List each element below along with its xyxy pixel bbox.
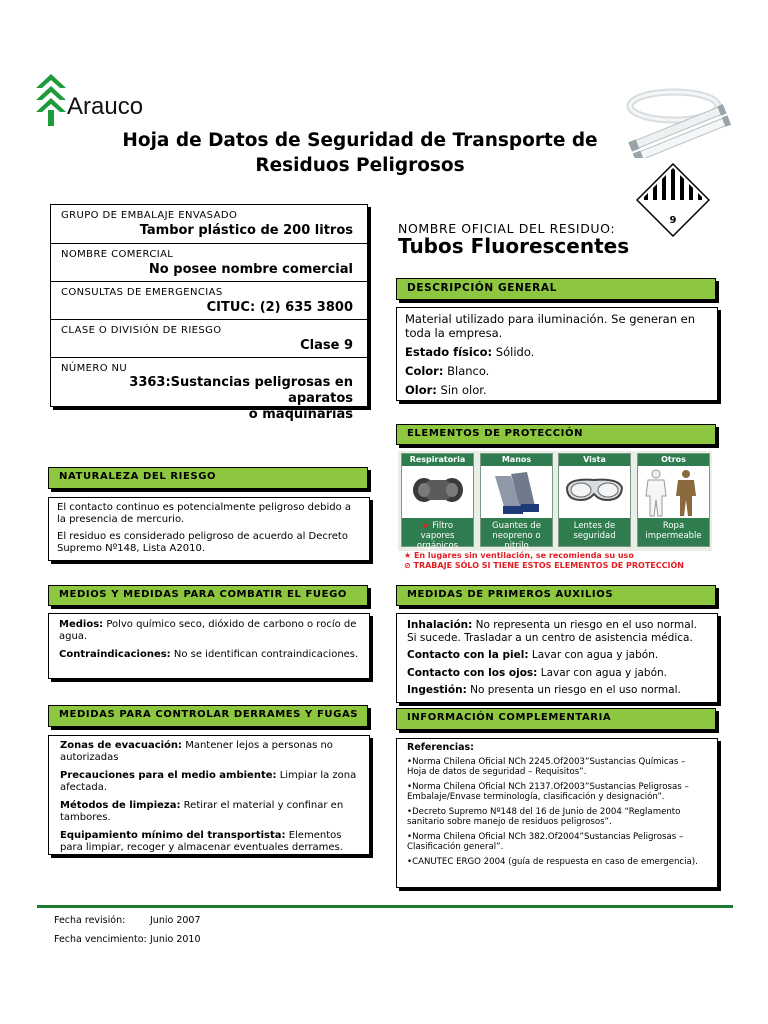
met-value: Retirar el material y confinar en tambores. bbox=[60, 800, 344, 823]
warning-circle-icon: ⊘ bbox=[404, 561, 414, 570]
fluorescent-tubes-image bbox=[622, 80, 734, 158]
ojos-label: Contacto con los ojos: bbox=[407, 666, 538, 679]
reference-item: •Decreto Supremo Nº148 del 16 de Junio de 2004 “Reglamento sanitario sobre manejo de residuos peligrosos”. bbox=[407, 806, 681, 827]
naturaleza-p1: El contacto continuo es potencialmente peligroso debido a la presencia de mercurio. bbox=[57, 502, 352, 525]
ppe-caption-line-3: nitrilo bbox=[504, 541, 529, 551]
transport-info-box bbox=[50, 204, 368, 422]
piel-label: Contacto con la piel: bbox=[407, 649, 529, 661]
ppe-title: Manos bbox=[481, 454, 552, 466]
tree-logo-icon bbox=[34, 72, 68, 128]
ppe-caption bbox=[559, 518, 630, 546]
complementaria-header: INFORMACIÓN COMPLEMENTARIA bbox=[396, 708, 716, 730]
field-label: NÚMERO NU bbox=[61, 363, 128, 374]
field-label: CONSULTAS DE EMERGENCIAS bbox=[61, 287, 223, 298]
field-value: CITUC: (2) 635 3800 bbox=[206, 300, 353, 315]
safety-goggles-icon bbox=[559, 466, 630, 518]
descripcion-header: DESCRIPCIÓN GENERAL bbox=[396, 278, 716, 300]
ing-label: Ingestión: bbox=[407, 684, 467, 696]
ppe-card-respiratoria bbox=[401, 453, 474, 551]
inhalacion bbox=[407, 619, 707, 644]
ingestion bbox=[407, 684, 707, 697]
residue-label: NOMBRE OFICIAL DEL RESIDUO: bbox=[398, 221, 616, 236]
referencias-label: Referencias: bbox=[407, 742, 474, 753]
inh-label: Inhalación: bbox=[407, 619, 473, 631]
olor-label: Olor: bbox=[405, 383, 437, 397]
inh-value: No representa un riesgo en el uso normal. Si sucede. Trasladar a un centro de asistencia médica. bbox=[407, 619, 697, 644]
estado-fisico bbox=[405, 345, 709, 359]
descripcion-box bbox=[396, 307, 718, 401]
medios bbox=[59, 619, 359, 643]
ppe-card-manos bbox=[480, 453, 553, 551]
field-label: NOMBRE COMERCIAL bbox=[61, 249, 174, 260]
fuego-header: MEDIOS Y MEDIDAS PARA COMBATIR EL FUEGO bbox=[48, 585, 368, 606]
zonas-value: Mantener lejos a personas no autorizadas bbox=[60, 740, 333, 763]
reference-item: •Norma Chilena Oficial NCh 2245.Of2003”Sustancias Químicas – Hoja de datos de seguridad – Requisitos”. bbox=[407, 756, 686, 777]
prec-label: Precauciones para el medio ambiente: bbox=[60, 770, 277, 781]
color-value: Blanco. bbox=[443, 364, 490, 378]
respirator-mask-icon bbox=[402, 466, 473, 518]
ppe-note-2: ⊘ TRABAJE SÓLO SI TIENE ESTOS ELEMENTOS DE PROTECCIÓN bbox=[404, 561, 684, 570]
residue-name: Tubos Fluorescentes bbox=[398, 234, 630, 258]
vencimiento-label: Fecha vencimiento: bbox=[54, 934, 147, 945]
class-9-hazard-icon bbox=[636, 163, 710, 237]
logo-text: Arauco bbox=[67, 93, 144, 120]
color bbox=[405, 364, 709, 378]
color-label: Color: bbox=[405, 364, 444, 378]
ppe-caption-line-3: orgánicos bbox=[416, 541, 459, 551]
field-label: GRUPO DE EMBALAJE ENVASADO bbox=[61, 210, 238, 221]
reference-item: •Norma Chilena Oficial NCh 2137.Of2003”Sustancias Peligrosas – Embalaje/Envase terminología, clasificación y designación”. bbox=[407, 781, 689, 802]
ppe-caption bbox=[638, 518, 709, 546]
proteccion-header: ELEMENTOS DE PROTECCIÓN bbox=[396, 424, 716, 445]
field-value-line-1: 3363:Sustancias peligrosas en aparatos bbox=[129, 375, 353, 406]
medios-value: Polvo químico seco, dióxido de carbono o rocío de agua. bbox=[59, 619, 357, 642]
derrames-header: MEDIDAS PARA CONTROLAR DERRAMES Y FUGAS bbox=[48, 705, 368, 727]
vencimiento-value: Junio 2010 bbox=[150, 934, 201, 945]
reference-item: •CANUTEC ERGO 2004 (guía de respuesta en caso de emergencia). bbox=[407, 856, 698, 867]
field-value: No posee nombre comercial bbox=[148, 262, 353, 277]
zonas-label: Zonas de evacuación: bbox=[60, 740, 183, 751]
contraindicaciones bbox=[59, 649, 359, 661]
naturaleza-header: NATURALEZA DEL RIESGO bbox=[48, 467, 368, 489]
medios-label: Medios: bbox=[59, 619, 104, 630]
ppe-card-otros bbox=[637, 453, 710, 547]
field-nombre-comercial bbox=[51, 244, 367, 282]
reference-item: •Norma Chilena Oficial NCh 382.Of2004”Sustancias Peligrosas – Clasificación general”. bbox=[407, 831, 684, 852]
equip-label: Equipamiento mínimo del transportista: bbox=[60, 830, 286, 841]
revision-label: Fecha revisión: bbox=[54, 915, 126, 926]
title-line-1: Hoja de Datos de Seguridad de Transporte de bbox=[122, 130, 598, 151]
equip-value: Elementos para limpiar, recoger y almacenar eventuales derrames. bbox=[60, 830, 343, 853]
field-value: Tambor plástico de 200 litros bbox=[139, 223, 353, 238]
ppe-caption-line-1: Guantes de bbox=[492, 521, 541, 531]
fuego-box bbox=[48, 613, 370, 679]
star-icon: ★ bbox=[421, 521, 433, 531]
descripcion-text: Material utilizado para iluminación. Se generan en toda la empresa. bbox=[405, 312, 696, 340]
contra-value: No se identifican contraindicaciones. bbox=[170, 649, 359, 660]
ppe-caption bbox=[481, 518, 552, 551]
ppe-caption-line-2: seguridad bbox=[573, 531, 616, 541]
estado-value: Sólido. bbox=[492, 345, 535, 359]
title-line-2: Residuos Peligrosos bbox=[255, 155, 465, 176]
contra-label: Contraindicaciones: bbox=[59, 649, 171, 660]
footer-divider bbox=[37, 905, 733, 908]
prec-value: Limpiar la zona afectada. bbox=[60, 770, 357, 793]
field-embalaje bbox=[51, 205, 367, 244]
ppe-title: Otros bbox=[638, 454, 709, 466]
gloves-icon bbox=[481, 466, 552, 518]
piel-value: Lavar con agua y jabón. bbox=[528, 649, 659, 661]
metodos-limpieza bbox=[60, 800, 358, 824]
auxilios-box bbox=[396, 613, 718, 703]
field-value: Clase 9 bbox=[300, 338, 353, 353]
ppe-caption bbox=[402, 518, 473, 551]
field-consultas-emergencias bbox=[51, 282, 367, 320]
auxilios-header: MEDIDAS DE PRIMEROS AUXILIOS bbox=[396, 585, 716, 606]
ppe-caption-line-2: vapores bbox=[420, 531, 455, 541]
ppe-title: Vista bbox=[559, 454, 630, 466]
ppe-caption-line-1: Ropa bbox=[662, 521, 685, 531]
naturaleza-p2: El residuo es considerado peligroso de acuerdo al Decreto Supremo Nº148, Lista A2010. bbox=[57, 531, 348, 554]
ojos-value: Lavar con agua y jabón. bbox=[537, 666, 667, 679]
equipamiento bbox=[60, 830, 358, 854]
estado-label: Estado físico: bbox=[405, 345, 493, 359]
ppe-caption-line-1: Filtro bbox=[432, 521, 454, 531]
field-clase-riesgo bbox=[51, 320, 367, 358]
naturaleza-box bbox=[48, 497, 370, 561]
zonas-evacuacion bbox=[60, 740, 358, 764]
ppe-title: Respiratoria bbox=[402, 454, 473, 466]
hazard-class-number: 9 bbox=[669, 215, 677, 226]
page-title bbox=[70, 128, 650, 178]
star-icon: ★ bbox=[404, 551, 414, 560]
ing-value: No presenta un riesgo en el uso normal. bbox=[466, 684, 681, 696]
ppe-caption-line-2: impermeable bbox=[645, 531, 702, 541]
olor-value: Sin olor. bbox=[436, 383, 487, 397]
field-value-line-2: o maquinarias bbox=[248, 407, 353, 422]
met-label: Métodos de limpieza: bbox=[60, 800, 181, 811]
ppe-caption-line-2: neopreno o bbox=[492, 531, 541, 541]
complementaria-box bbox=[396, 738, 718, 888]
ppe-note-1: ★ En lugares sin ventilación, se recomienda su uso bbox=[404, 551, 634, 560]
precauciones bbox=[60, 770, 358, 794]
contacto-ojos bbox=[407, 667, 707, 680]
field-label: CLASE O DIVISIÓN DE RIESGO bbox=[61, 325, 222, 336]
contacto-piel bbox=[407, 649, 707, 662]
revision-value: Junio 2007 bbox=[150, 915, 201, 926]
ppe-caption-line-1: Lentes de bbox=[573, 521, 616, 531]
field-numero-nu bbox=[51, 358, 367, 422]
protective-clothing-icon bbox=[638, 466, 709, 518]
olor bbox=[405, 383, 709, 397]
derrames-box bbox=[48, 735, 370, 855]
ppe-card-vista bbox=[558, 453, 631, 547]
